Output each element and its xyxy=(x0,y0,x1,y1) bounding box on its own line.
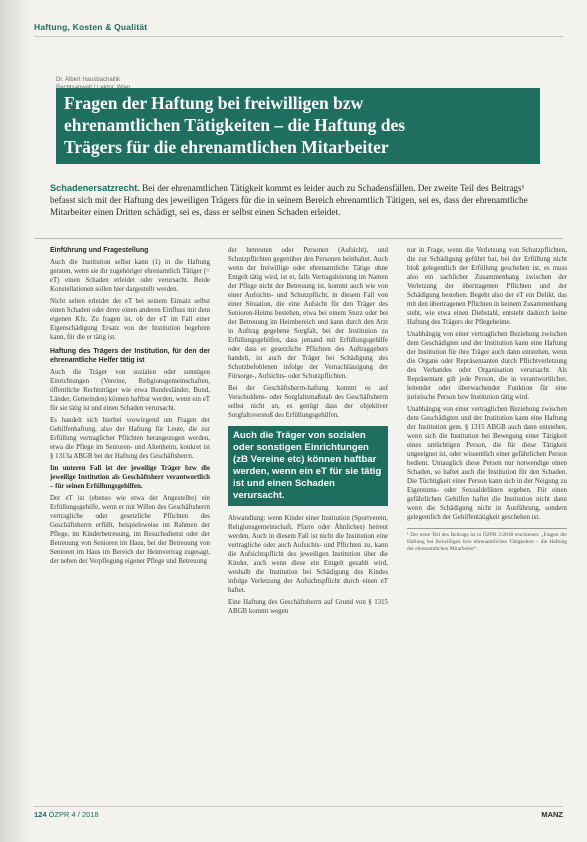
footnote: ¹ Der erste Teil des Beitrags ist in ÖZPR 2/2018 erschienen: „Fragen der Haftung bei freiwilligen bzw ehrenamtlichen Tätigkeiten – die Haftung der ehrenamtlichen Mitarbeiter“. xyxy=(407,528,567,553)
paragraph: Im unteren Fall ist der jeweilige Träger bzw die jeweilige Institution als Geschäftsherr verantwortlich – für seinen Erfüllungsgehilfen. xyxy=(50,465,210,490)
paragraph: Unabhängig von einer vertraglichen Beziehung zwischen dem Geschädigten und der Institution kann eine Haftung der Institution für ihre Träger auch dann entstehen, wenn die Organe oder Repräsentanten durch Pflichtverletzung des Verbandes oder Organisation verursacht. Als Repräsentant gilt jede Person, die in verantwortlicher, leitender oder überwachender Funktion für eine juristische Person bzw Institution tätig wird. xyxy=(407,331,567,401)
column-3 xyxy=(407,246,567,796)
article-title xyxy=(56,88,540,164)
paragraph: Unabhängig von einer vertraglichen Beziehung zwischen dem Geschädigten und der Institution kann eine Haftung der Institution gem. § 1315 ABGB auch dann entstehen, wenn sich die Institution bei Bewegung einer Tätigkeit eines untüchtigen Person, die für diese Tätigkeit ungeeignet ist, oder wissentlich einer gefährlichen Person bedient. Untauglich diese Person nur notwendige einen Schaden, so haftet auch die Institution für den Schaden. Die Tüchtigkeit einer Person kann sich in der Neigung zu Eigentums- oder Sexualdelikten ergeben. Für einen gefährlichen Gehilfen haftet die Institution nicht dann wenn die Schädigung nicht in Ausführung, sondern gelegentlich der Gehilfentätigkeit geschehen ist. xyxy=(407,406,567,521)
paragraph: Es handelt sich hierbei vorwiegend um Fragen der Gehilfenhaftung, also der Haftung für Leute, die zur Erfüllung vertraglicher Pflichten herangezogen werden, etwa die Pflege im Senioren- und Altenheim, konkret ist § 1313a ABGB bei der Haftung des Geschäftsherrn. xyxy=(50,417,210,460)
paragraph: Bei der Geschäftsherrn-haftung kommt es auf Verschuldens- oder Sorgfaltsmaßstab des Geschäftsherrn selbst nicht an, es genügt dass der objektiver Sorgfaltsverstoß des Erfüllungsgehilfen. xyxy=(228,385,388,419)
page-footer xyxy=(34,810,563,819)
subheading-trager-haftung: Haftung des Trägers der Institution, für den der ehrenamtliche Helfer tätig ist xyxy=(50,348,210,364)
author-name: Dr. Albert Hausbachaltik xyxy=(56,77,121,83)
lead-text: Bei der ehrenamtlichen Tätigkeit kommt es leider auch zu Schadensfällen. Der zweite Teil des Beitrags¹ befasst sich mit der Haftung des jeweiligen Trägers für die in seinem Bereich ehrenamtlich Tätigen, sei es, dass der ehrenamtliche Mitarbeiter einen Dritten schädigt, sei es, dass er selbst einen Schaden erleidet. xyxy=(50,183,528,217)
paragraph: nur in Frage, wenn die Verletzung von Schutzpflichten, die zur Schädigung geführt hat, bei der Erfüllung nicht bloß gelegentlich der Erfüllung geschehen ist, es muss also ein sachlicher Zusammenhang zwischen der Verletzung der übertragenen Pflichten und der Schädigung bestehen. Begeht also der eT ein Delikt, das mit den übertragenen Pflichten in keinem Zusammenhang steht, wie etwa einen Diebstahl, entsteht dadurch keine Haftung des Trägers der Pflegeheime. xyxy=(407,247,567,326)
paragraph: Der eT ist (ebenso wie etwa der Angestellte) ein Erfüllungsgehilfe, wenn er mit Willen des Geschäftsherrn vertragliche oder gesetzliche Pflichten des Geschäftsherrn erfüllt, beispielsweise im Rahmen der Pflege, im Kinderbetreuung, im Besuchsdienst oder der Betreuung von Senioren im Haus, bei der Betreuung von Senioren im Haus im Bereich der Heimvertrag zugesagt, der neben der Verpflegung eigener Pflege und Betreuung xyxy=(50,495,210,565)
paragraph: der betreuten oder Personen (Aufsicht), und Schutzpflichten gegenüber den Personen beinhaltet. Auch wenn der freiwillige oder ehrenamtliche Tätige ohne Entgelt tätig wird, ist er, falls Vertragsleistung im Namen der Pflege nicht der Betreuung ist, kommt auch wie von einer Aufsichts- und Schutzpflicht, in diesem Fall von einer Situation, die eine Aufsicht für den Träger des Senioren-Heims bestehen, etwa bei einem Sturz oder bei der Betreuung im Heimbereich und kann durch den Arzt in Auftrag gegebene Sorgfalt, bei der Institution zu Erfüllungsgehilfen, dass jemand mit Erfüllungsgehilfe oder dass er gesetzliche Pflichten des Auftraggebers handelt, ist auch der Träger bei Schädigung des Schutzbefohlenen infolge der Vernachlässigung der Fürsorge-, Aufsichts- oder Schutzpflichten. xyxy=(228,247,388,380)
header-divider xyxy=(34,36,563,37)
subheading-introduction: Einführung und Fragestellung xyxy=(50,247,149,254)
title-line-3: Trägers für die ehrenamtlichen Mitarbeiter xyxy=(64,137,389,157)
page-number: 124 xyxy=(34,810,47,819)
issue-label: ÖZPR 4 / 2018 xyxy=(48,810,99,819)
lead-paragraph xyxy=(50,182,552,218)
section-header: Haftung, Kosten & Qualität xyxy=(34,22,148,32)
pull-quote: Auch die Träger von sozialen oder sonstigen Einrichtungen (zB Vereine etc) können haftbar werden, wenn ein eT für sie tätig ist und einen Schaden verursacht. xyxy=(228,426,388,506)
paragraph: Nicht selten erleidet der eT bei seinem Einsatz selbst einen Schaden oder derer einen anderen Einfluss mit dem eigenen Kfz. Zu fragen ist, ob der eT im Fall einer Eigenschädigung Ersatz von der Institution begehren kann, für die er tätig ist. xyxy=(50,298,210,341)
paragraph: Eine Haftung des Geschäftsherrn auf Grund von § 1315 ABGB kommt wegen xyxy=(228,599,388,615)
footer-divider xyxy=(34,806,563,807)
paragraph: Auch die Institution selbst kann (1) in die Haftung geraten, wenn sie ihr zugehöriger ehrenamtlich Tätiger (= eT) einen Schaden erleidet oder verursacht. Beide Konstellationen sollen hier dargestellt werden. xyxy=(50,259,210,293)
page-edge-shadow xyxy=(0,0,30,842)
lead-divider xyxy=(34,238,563,239)
column-2 xyxy=(228,246,388,796)
paragraph: Auch die Träger von sozialen oder sonstigen Einrichtungen (Vereine, Religionsgemeinschaften, öffentliche Rechtsträger wie etwa Bundesländer, Bund, Länder, Gemeinden) können haftbar werden, wenn ein eT für sie tätig ist und einen Schaden verursacht. xyxy=(50,369,210,412)
lead-keyword: Schadenersatzrecht. xyxy=(50,183,140,193)
publisher-logo: MANZ xyxy=(541,810,563,819)
title-line-2: ehrenamtlichen Tätigkeiten – die Haftung des xyxy=(64,115,406,135)
column-1 xyxy=(50,246,210,796)
paragraph: Abwandlung: wenn Kinder einer Institution (Sportverein, Religionsgemeinschaft, Pfarre oder Ähnliches) betreut werden. Auch in diesem Fall ist nicht die Institution eine vertragliche oder auch Aufsichts- und Pflichten zu, kann die Aufsichtspflicht des jeweiligen Institution über die Kinder, auch wenn diese ein Entgelt gezahlt wird, weshalb die Institution bei Schädigung des Kindes infolge Verletzung der Aufsichtspflicht durch einen eT haftet. xyxy=(228,515,388,594)
title-line-1: Fragen der Haftung bei freiwilligen bzw xyxy=(64,93,364,113)
